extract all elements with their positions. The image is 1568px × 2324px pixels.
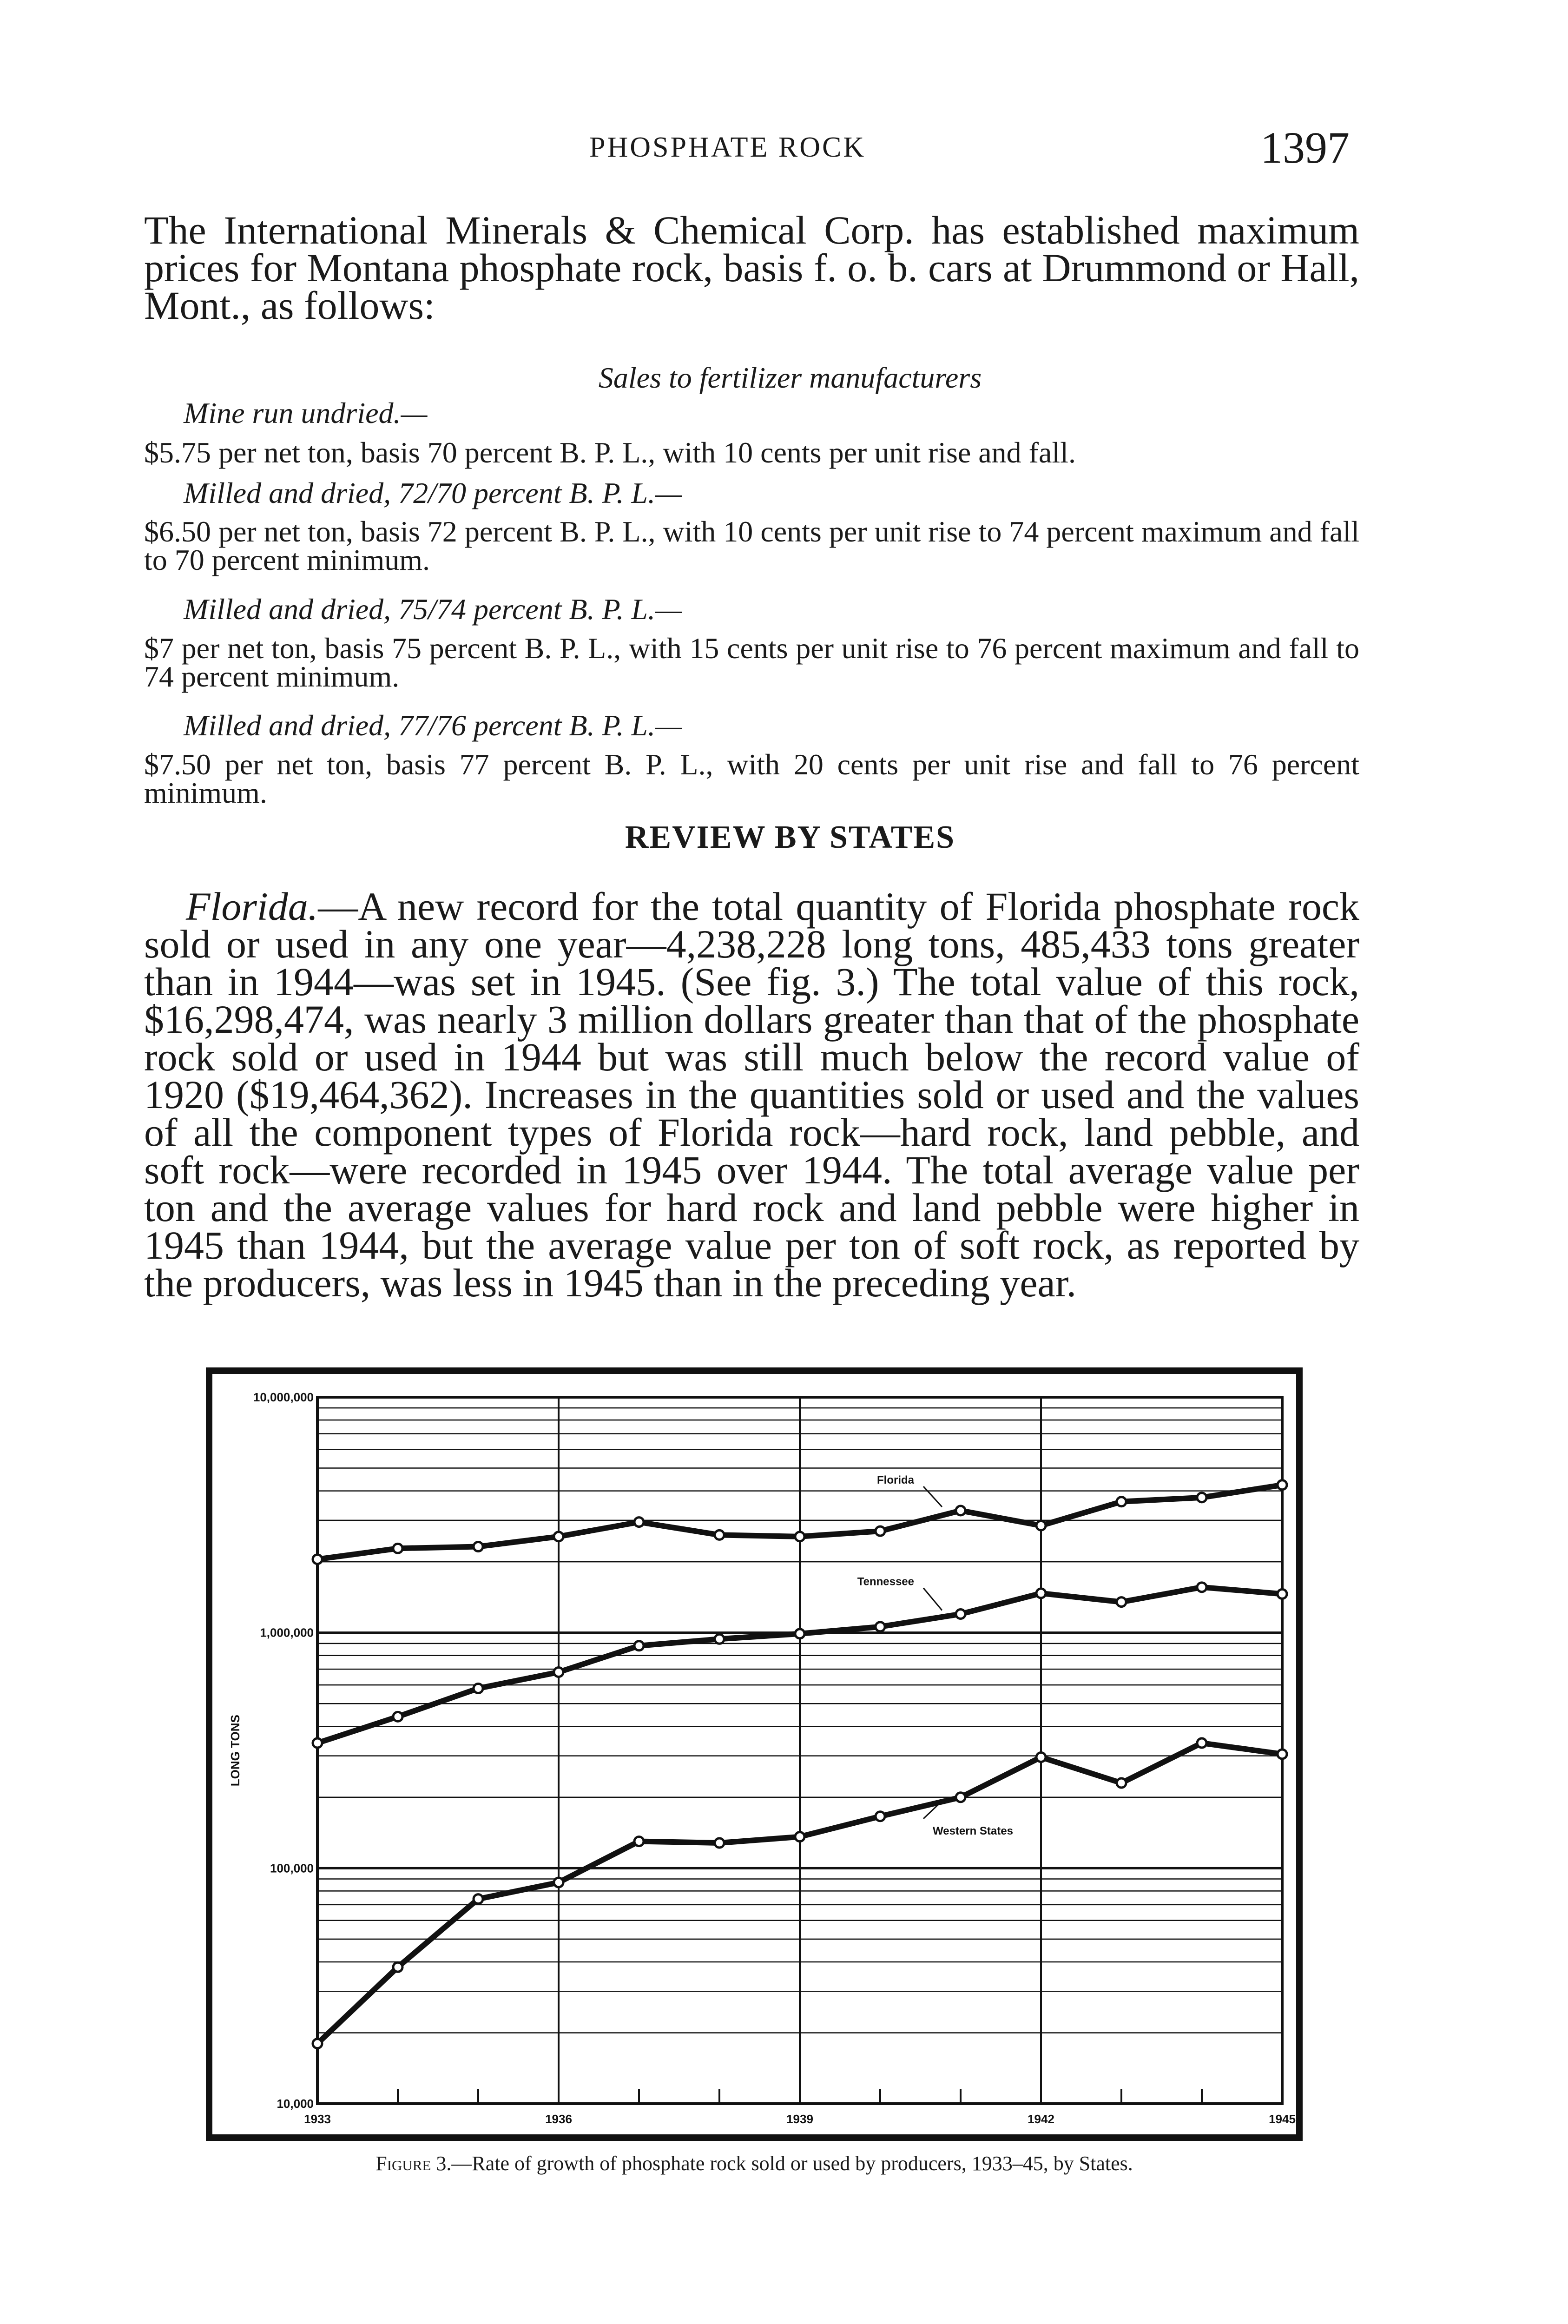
series-label: Tennessee xyxy=(857,1575,914,1588)
figure-frame xyxy=(206,1367,1303,2141)
y-tick-label: 10,000 xyxy=(277,2097,314,2111)
data-point xyxy=(1036,1753,1046,1762)
x-tick-label: 1942 xyxy=(1028,2112,1054,2126)
figure-caption-label: Figure 3. xyxy=(376,2152,452,2175)
y-tick-label: 10,000,000 xyxy=(253,1390,314,1404)
figure-caption xyxy=(206,2152,1303,2175)
florida-lead: Florida. xyxy=(186,884,318,929)
data-point xyxy=(554,1668,563,1677)
price-text-2: $6.50 per net ton, basis 72 percent B. P. L., with 10 cents per unit rise to 74 percent maximum and fall to 70 percent minimum. xyxy=(144,515,1359,576)
data-point xyxy=(313,2039,322,2048)
florida-body: —A new record for the total quantity of Florida phosphate rock sold or used in any one year—4,238,228 long tons, 485,433 tons greater than in 1944—was set in 1945. (See fig. 3.) The total value of this rock, $16,298,474, was nearly 3 million dollars greater than that of the phosphate rock sold or used in 1944 but was still much below the record value of 1920 ($19,464,362). Increases in the quantities sold or used and the values of all the component types of Florida rock—hard rock, land pebble, and soft rock—were recorded in 1945 over 1944. The total average value per ton and the average values for hard rock and land pebble were higher in 1945 than 1944, but the average value per ton of soft rock, as reported by the producers, was less in 1945 than in the preceding year. xyxy=(144,884,1359,1305)
data-point xyxy=(715,1838,724,1848)
series-label: Western States xyxy=(933,1824,1013,1837)
data-point xyxy=(795,1629,804,1638)
price-text-3: $7 per net ton, basis 75 percent B. P. L., with 15 cents per unit rise to 76 percent maximum and fall to 74 percent minimum. xyxy=(144,632,1359,693)
price-grade-4: Milled and dried, 77/76 percent B. P. L.— xyxy=(184,709,682,742)
data-point xyxy=(474,1684,483,1693)
x-tick-label: 1933 xyxy=(304,2112,331,2126)
data-point xyxy=(393,1544,402,1553)
series-label-leader xyxy=(923,1588,942,1611)
data-point xyxy=(554,1532,563,1541)
price-grade-1: Mine run undried.— xyxy=(184,396,428,429)
data-point xyxy=(715,1530,724,1539)
y-tick-label: 1,000,000 xyxy=(260,1625,314,1640)
section-heading: REVIEW BY STATES xyxy=(625,819,955,855)
data-point xyxy=(474,1542,483,1551)
price-text-4: $7.50 per net ton, basis 77 percent B. P. L., with 20 cents per unit rise and fall to 76 percent minimum. xyxy=(144,748,1359,809)
x-tick-label: 1945 xyxy=(1269,2112,1296,2126)
price-grade-3: Milled and dried, 75/74 percent B. P. L.— xyxy=(184,593,682,626)
y-axis-label: LONG TONS xyxy=(228,1715,242,1787)
data-point xyxy=(956,1793,965,1802)
data-point xyxy=(393,1712,402,1721)
data-point xyxy=(1036,1589,1046,1598)
data-point xyxy=(474,1895,483,1904)
series-label-leader xyxy=(923,1486,942,1507)
x-tick-label: 1936 xyxy=(545,2112,572,2126)
data-point xyxy=(876,1812,885,1821)
data-point xyxy=(393,1962,402,1972)
data-point xyxy=(795,1532,804,1541)
data-point xyxy=(554,1878,563,1887)
price-text-1: $5.75 per net ton, basis 70 percent B. P. L., with 10 cents per unit rise and fall. xyxy=(144,436,1076,469)
data-point xyxy=(634,1518,644,1527)
prices-subheading: Sales to fertilizer manufacturers xyxy=(598,361,982,394)
phosphate-growth-chart xyxy=(212,1374,1296,2134)
x-tick-label: 1939 xyxy=(786,2112,813,2126)
figure-caption-text: —Rate of growth of phosphate rock sold or used by producers, 1933–45, by States. xyxy=(451,2152,1133,2175)
data-point xyxy=(1197,1583,1206,1592)
data-point xyxy=(1117,1778,1126,1788)
data-point xyxy=(956,1610,965,1619)
series-label: Florida xyxy=(876,1473,914,1486)
data-point xyxy=(1278,1480,1287,1490)
data-point xyxy=(1197,1493,1206,1502)
price-grade-2: Milled and dried, 72/70 percent B. P. L.— xyxy=(184,476,682,509)
data-point xyxy=(1036,1521,1046,1530)
data-point xyxy=(795,1832,804,1842)
data-point xyxy=(1278,1750,1287,1759)
florida-paragraph xyxy=(144,884,1359,1305)
data-point xyxy=(876,1526,885,1536)
y-tick-label: 100,000 xyxy=(270,1861,314,1875)
page-number: 1397 xyxy=(1260,123,1350,172)
data-point xyxy=(1278,1589,1287,1598)
data-point xyxy=(313,1738,322,1748)
data-point xyxy=(634,1837,644,1846)
data-point xyxy=(1117,1598,1126,1607)
data-point xyxy=(313,1555,322,1564)
data-point xyxy=(876,1622,885,1631)
intro-paragraph: The International Minerals & Chemical Corp. has established maximum prices for Montana phosphate rock, basis f. o. b. cars at Drummond or Hall, Mont., as follows: xyxy=(144,208,1359,328)
data-point xyxy=(715,1634,724,1644)
data-point xyxy=(1197,1738,1206,1748)
data-point xyxy=(634,1641,644,1651)
running-title: PHOSPHATE ROCK xyxy=(589,132,866,163)
data-point xyxy=(1117,1497,1126,1506)
data-point xyxy=(956,1506,965,1515)
